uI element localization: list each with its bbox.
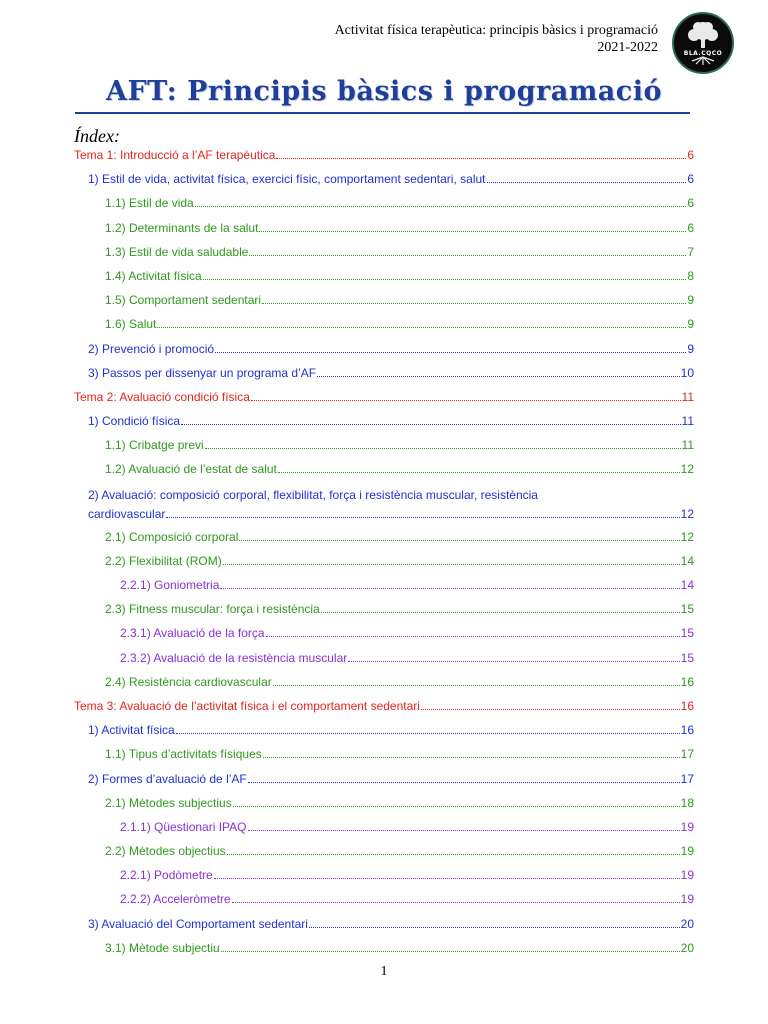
toc-entry-page: 6	[687, 220, 694, 235]
toc-entry-label: 1) Activitat física	[88, 723, 175, 738]
toc-entry[interactable]	[74, 268, 694, 292]
toc-entry[interactable]	[74, 577, 694, 601]
toc-entry-label: 2) Formes d’avaluació de l’AF	[88, 771, 247, 786]
toc-entry-label: 2.1.1) Qüestionari IPAQ	[120, 819, 247, 834]
dot-leader	[317, 376, 680, 377]
toc-entry[interactable]	[74, 674, 694, 698]
toc-entry[interactable]	[74, 625, 694, 649]
toc-entry[interactable]	[74, 650, 694, 674]
toc-entry[interactable]	[74, 437, 694, 461]
toc-entry[interactable]	[74, 771, 694, 795]
toc-entry-page: 10	[680, 365, 694, 380]
toc-entry-page: 19	[680, 892, 694, 907]
toc-entry[interactable]	[74, 891, 694, 915]
toc-entry[interactable]	[74, 389, 694, 413]
dot-leader	[233, 806, 680, 807]
running-header	[335, 22, 658, 56]
title-underline	[75, 112, 690, 114]
toc-entry-page: 16	[680, 698, 694, 713]
index-heading: Índex:	[74, 126, 120, 146]
toc-entry-label: 2.2.1) Goniometria	[120, 578, 220, 592]
toc-entry-label: 3) Avaluació del Comportament sedentari	[88, 916, 308, 931]
dot-leader	[227, 854, 680, 855]
toc-entry-label: 3.1) Mètode subjectiu	[105, 940, 220, 955]
toc-entry[interactable]	[74, 843, 694, 867]
toc-entry[interactable]	[74, 220, 694, 244]
dot-leader	[203, 279, 687, 280]
toc-entry-page: 12	[680, 506, 694, 521]
toc-entry[interactable]	[74, 746, 694, 770]
toc-entry-label: 3) Passos per dissenyar un programa d’AF	[88, 365, 317, 380]
toc-entry-page: 6	[687, 172, 694, 187]
dot-leader	[321, 612, 680, 613]
dot-leader	[421, 709, 680, 710]
toc-entry-label: 1.1) Estil de vida	[105, 196, 194, 211]
toc-entry-page: 19	[680, 844, 694, 859]
page-number: 1	[380, 964, 388, 979]
toc-entry-page: 15	[680, 650, 694, 665]
toc-entry-page: 20	[680, 916, 694, 931]
dot-leader	[232, 902, 680, 903]
dot-leader	[259, 231, 686, 232]
dot-leader	[205, 448, 681, 449]
toc-entry-label: 2.3.2) Avaluació de la resistència muscular	[120, 650, 348, 665]
toc-entry-page: 16	[680, 723, 694, 738]
toc-entry-label: 2.3) Fitness muscular: força i resistència	[105, 602, 320, 617]
tree-logo-icon	[674, 14, 732, 72]
toc-entry-page: 17	[680, 771, 694, 786]
dot-leader	[248, 782, 680, 783]
header-academic-year: 2021-2022	[597, 40, 658, 55]
toc-entry[interactable]	[74, 698, 694, 722]
toc-entry[interactable]	[74, 601, 694, 625]
toc-entry-page: 11	[681, 438, 694, 453]
toc-entry-label: 1.1) Cribatge previ	[105, 438, 204, 453]
toc-entry-label: 2.2) Mètodes objectius	[105, 844, 226, 859]
dot-leader	[214, 878, 680, 879]
toc-entry-page: 12	[680, 529, 694, 544]
toc-entry-page: 20	[680, 940, 694, 955]
dot-leader	[248, 830, 680, 831]
toc-entry-page: 6	[687, 148, 694, 162]
toc-entry-label: 1) Estil de vida, activitat física, exercici físic, comportament sedentari, salut	[88, 172, 486, 187]
toc-entry-page: 14	[680, 578, 694, 592]
dot-leader	[276, 158, 686, 159]
toc-entry-page: 15	[680, 602, 694, 617]
toc-entry[interactable]	[74, 244, 694, 268]
toc-entry[interactable]	[74, 486, 694, 529]
toc-entry[interactable]	[74, 171, 694, 195]
toc-entry-page: 19	[680, 819, 694, 834]
toc-entry-label: Tema 3: Avaluació de l’activitat física i el comportament sedentari	[74, 698, 420, 713]
toc-entry-page: 17	[680, 747, 694, 762]
toc-entry[interactable]	[74, 413, 694, 437]
dot-leader	[262, 303, 686, 304]
toc-entry-label: 1) Condició física	[88, 414, 181, 429]
toc-entry[interactable]	[74, 147, 694, 171]
toc-entry[interactable]	[74, 916, 694, 940]
dot-leader	[215, 352, 686, 353]
dot-leader	[249, 255, 686, 256]
toc-entry-label: 1.1) Tipus d’activitats físiques	[105, 747, 262, 762]
toc-entry-label: 2.2.1) Podòmetre	[120, 868, 213, 883]
toc-entry[interactable]	[74, 195, 694, 219]
toc-entry[interactable]	[74, 341, 694, 365]
toc-entry-page: 12	[680, 462, 694, 477]
toc-entry-page: 7	[687, 244, 694, 259]
dot-leader	[195, 206, 687, 207]
dot-leader	[176, 733, 680, 734]
toc-entry-label: 1.3) Estil de vida saludable	[105, 244, 249, 259]
toc-entry-page: 9	[687, 341, 694, 356]
toc-entry-page: 19	[680, 868, 694, 883]
toc-entry-page: 15	[680, 626, 694, 641]
toc-entry[interactable]	[74, 292, 694, 316]
toc-entry-page: 6	[687, 196, 694, 211]
toc-entry[interactable]	[74, 529, 694, 553]
toc-entry-label: 1.2) Determinants de la salut	[105, 220, 259, 235]
toc-entry-label: 2.3.1) Avaluació de la força	[120, 626, 265, 641]
toc-entry-label: 2) Prevenció i promoció	[88, 341, 215, 356]
toc-entry-page: 11	[681, 414, 694, 429]
logo-text: BLA.CQCO	[683, 50, 723, 57]
toc-entry-page: 9	[687, 293, 694, 308]
toc-entry-page: 9	[687, 317, 694, 332]
toc-entry-label: 1.4) Activitat física	[105, 268, 202, 283]
dot-leader	[239, 540, 679, 541]
toc-entry[interactable]	[74, 316, 694, 340]
dot-leader	[221, 951, 680, 952]
toc-entry[interactable]	[74, 365, 694, 389]
dot-leader	[266, 636, 680, 637]
toc-entry-label: 2.1) Composició corporal	[105, 529, 239, 544]
toc-entry[interactable]	[74, 461, 694, 485]
toc-entry[interactable]	[74, 795, 694, 819]
toc-entry-label-continued: cardiovascular	[88, 506, 166, 521]
toc-entry-page: 16	[680, 674, 694, 689]
toc-entry-label: 2.4) Resistència cardiovascular	[105, 674, 272, 689]
toc-entry-label: 2.1) Mètodes subjectius	[105, 795, 232, 810]
dot-leader	[263, 757, 680, 758]
dot-leader	[273, 685, 680, 686]
toc-entry[interactable]	[74, 867, 694, 891]
toc-entry[interactable]	[74, 940, 694, 964]
toc-entry-page: 8	[687, 268, 694, 283]
dot-leader	[181, 424, 680, 425]
toc-entry[interactable]	[74, 819, 694, 843]
toc-entry-page: 18	[680, 795, 694, 810]
table-of-contents	[74, 147, 694, 964]
toc-entry-label: Tema 2: Avaluació condició física	[74, 389, 250, 404]
header-course-title: Activitat física terapèutica: principis bàsics i programació	[334, 23, 658, 38]
toc-entry-label: 2.2.2) Acceleròmetre	[120, 892, 231, 907]
dot-leader	[278, 472, 680, 473]
toc-entry[interactable]	[74, 553, 694, 577]
dot-leader	[487, 182, 687, 183]
toc-entry-label: 2.2) Flexibilitat (ROM)	[105, 553, 222, 568]
dot-leader	[309, 927, 680, 928]
page-title: AFT: Principis bàsics i programació	[106, 76, 662, 107]
dot-leader	[223, 564, 680, 565]
toc-entry-label: 2) Avaluació: composició corporal, flexibilitat, força i resistència muscular, resistència	[88, 487, 538, 502]
toc-entry[interactable]	[74, 722, 694, 746]
dot-leader	[166, 517, 679, 518]
toc-entry-page: 11	[681, 389, 694, 404]
dot-leader	[157, 327, 686, 328]
toc-entry-label: Tema 1: Introducció a l’AF terapèutica	[74, 148, 276, 162]
dot-leader	[348, 661, 679, 662]
toc-entry-label: 1.6) Salut	[105, 317, 157, 332]
toc-entry-label: 1.2) Avaluació de l’estat de salut	[105, 462, 277, 477]
toc-entry-page: 14	[680, 553, 694, 568]
dot-leader	[220, 588, 679, 589]
toc-entry-label: 1.5) Comportament sedentari	[105, 293, 262, 308]
logo	[672, 12, 734, 74]
dot-leader	[251, 400, 681, 401]
